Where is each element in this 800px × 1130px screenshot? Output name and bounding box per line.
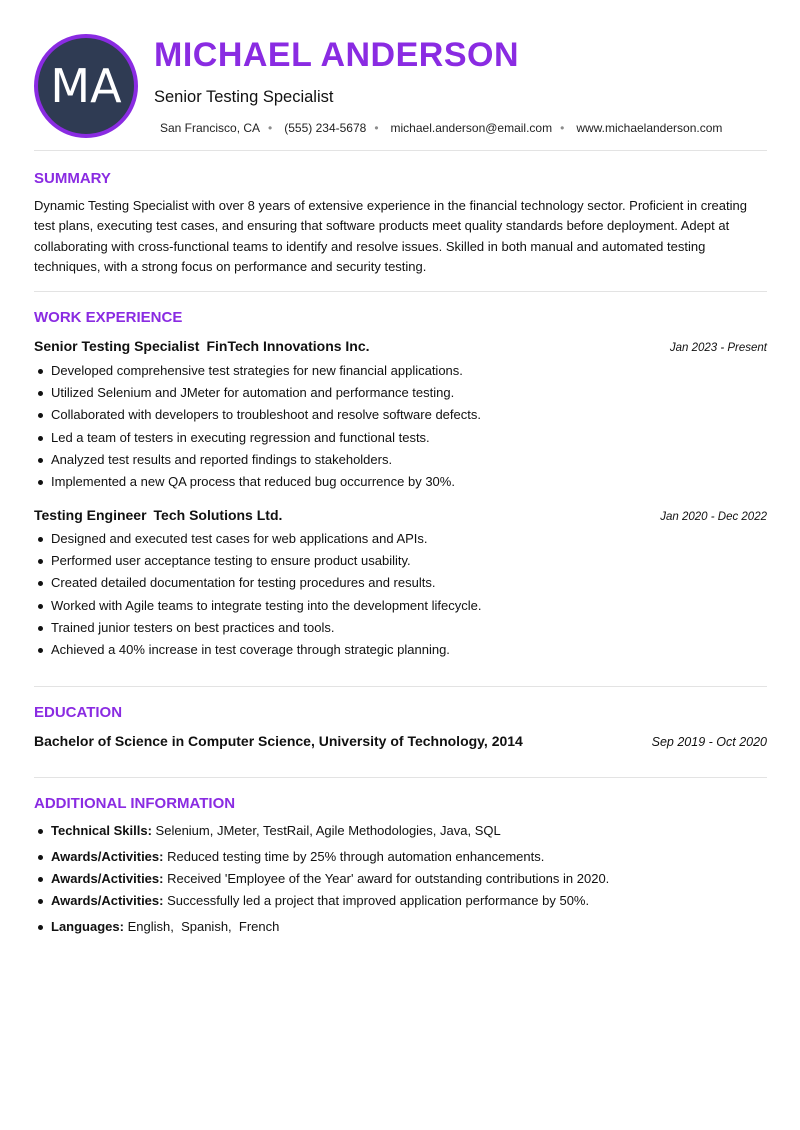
- list-item: Utilized Selenium and JMeter for automation and performance testing.: [51, 382, 481, 404]
- job-company: FinTech Innovations Inc.: [206, 338, 370, 354]
- education-degree: Bachelor of Science in Computer Science, University of Technology, 2014: [34, 733, 523, 749]
- info-text: Selenium, JMeter, TestRail, Agile Methodologies, Java, SQL: [155, 823, 501, 838]
- additional-info-heading: ADDITIONAL INFORMATION: [34, 795, 236, 812]
- avatar-initials: MA: [50, 59, 122, 113]
- list-item: Analyzed test results and reported findings to stakeholders.: [51, 449, 481, 471]
- list-item: [51, 868, 609, 890]
- section-divider: [34, 150, 767, 151]
- job-role: Testing Engineer: [34, 507, 147, 523]
- contact-email[interactable]: michael.anderson@email.com: [390, 121, 553, 135]
- job-bullet-list: [34, 528, 481, 661]
- section-divider: [34, 686, 767, 687]
- job-role: Senior Testing Specialist: [34, 338, 200, 354]
- list-item: [51, 846, 609, 868]
- job-bullet-list: [34, 360, 481, 493]
- resume-header: [0, 0, 800, 150]
- summary-heading: SUMMARY: [34, 170, 111, 187]
- list-item: Collaborated with developers to troubleshoot and resolve software defects.: [51, 404, 481, 426]
- contact-location: San Francisco, CA: [160, 121, 261, 135]
- section-divider: [34, 777, 767, 778]
- work-experience-heading: WORK EXPERIENCE: [34, 309, 183, 326]
- list-item: [51, 916, 609, 938]
- info-text: English, Spanish, French: [127, 919, 280, 934]
- list-item: [51, 890, 609, 916]
- list-item: Performed user acceptance testing to ensure product usability.: [51, 550, 481, 572]
- list-item: Worked with Agile teams to integrate testing into the development lifecycle.: [51, 595, 481, 617]
- list-item: Developed comprehensive test strategies for new financial applications.: [51, 360, 481, 382]
- list-item: Led a team of testers in executing regression and functional tests.: [51, 427, 481, 449]
- info-text: Reduced testing time by 25% through automation enhancements.: [167, 849, 545, 864]
- separator-dot-icon: •: [560, 121, 565, 135]
- list-item: Trained junior testers on best practices and tools.: [51, 617, 481, 639]
- candidate-name: MICHAEL ANDERSON: [154, 36, 520, 74]
- summary-text: Dynamic Testing Specialist with over 8 years of extensive experience in the financial technology sector. Proficient in creating test plans, executing test cases, and ensuring that software products meet quality standards before deployment. Adept at collaborating with cross-functional teams to identify and resolve issues. Skilled in both manual and automated testing techniques, with a strong focus on performance and security testing.: [34, 198, 747, 275]
- education-heading: EDUCATION: [34, 704, 123, 721]
- separator-dot-icon: •: [268, 121, 273, 135]
- list-item: [51, 820, 609, 846]
- education-entry: [34, 733, 767, 749]
- list-item: Created detailed documentation for testing procedures and results.: [51, 572, 481, 594]
- section-divider: [34, 291, 767, 292]
- additional-info-list: [34, 820, 609, 938]
- info-label: Languages:: [51, 919, 124, 934]
- candidate-title: Senior Testing Specialist: [154, 88, 334, 106]
- info-label: Technical Skills:: [51, 823, 152, 838]
- info-text: Received 'Employee of the Year' award for outstanding contributions in 2020.: [167, 871, 610, 886]
- info-label: Awards/Activities:: [51, 871, 164, 886]
- separator-dot-icon: •: [374, 121, 379, 135]
- contact-phone: (555) 234-5678: [284, 121, 367, 135]
- info-label: Awards/Activities:: [51, 849, 164, 864]
- avatar: [34, 34, 138, 138]
- job-dates: Jan 2023 - Present: [669, 342, 767, 354]
- job-title-line: [34, 507, 282, 525]
- education-dates: Sep 2019 - Oct 2020: [651, 735, 767, 749]
- contact-line: [160, 121, 722, 135]
- job-title-line: [34, 338, 370, 356]
- list-item: Designed and executed test cases for web applications and APIs.: [51, 528, 481, 550]
- job-header: [34, 338, 767, 356]
- info-label: Awards/Activities:: [51, 893, 164, 908]
- job-header: [34, 507, 767, 525]
- info-text: Successfully led a project that improved application performance by 50%.: [167, 893, 590, 908]
- contact-website[interactable]: www.michaelanderson.com: [576, 121, 723, 135]
- job-dates: Jan 2020 - Dec 2022: [660, 511, 767, 523]
- list-item: Achieved a 40% increase in test coverage through strategic planning.: [51, 639, 481, 661]
- job-company: Tech Solutions Ltd.: [153, 507, 283, 523]
- list-item: Implemented a new QA process that reduced bug occurrence by 30%.: [51, 471, 481, 493]
